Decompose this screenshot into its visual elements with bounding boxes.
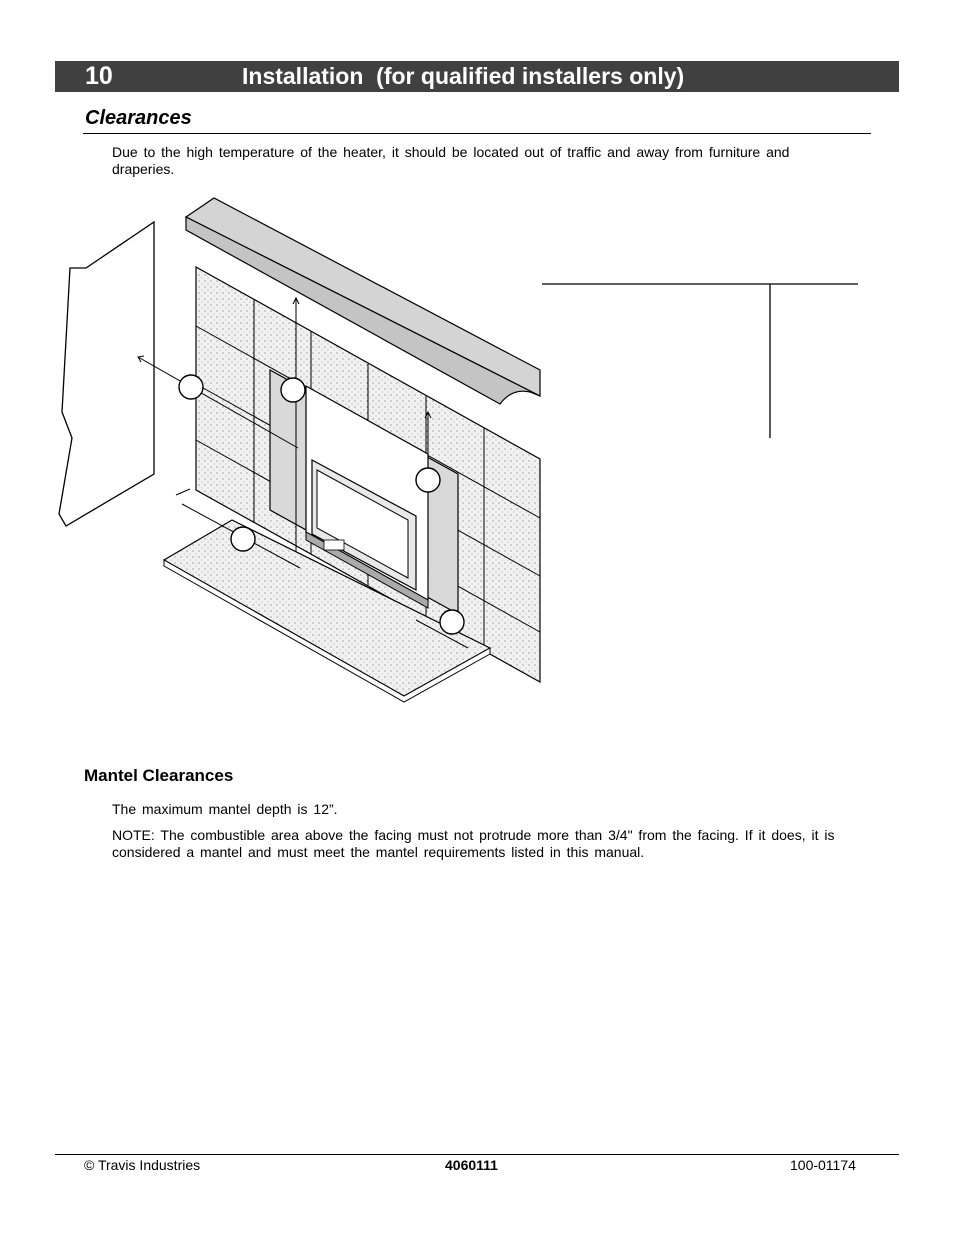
footer-doc-number: 4060111 — [445, 1157, 498, 1173]
footer-copyright: © Travis Industries — [84, 1157, 201, 1173]
mantel-clearances-heading: Mantel Clearances — [84, 766, 234, 785]
chapter-title: Installation (for qualified installers only) — [242, 63, 685, 89]
mantel-max-depth: The maximum mantel depth is 12”. — [112, 801, 338, 817]
section-title: Clearances — [85, 107, 192, 129]
footer-divider — [55, 1154, 899, 1155]
page-number: 10 — [85, 62, 113, 90]
page-header-bar — [55, 61, 899, 92]
side-wall — [59, 222, 154, 526]
section-divider — [83, 133, 871, 134]
footer-part-number: 100-01174 — [790, 1157, 856, 1173]
callout-table-lines — [542, 284, 858, 438]
intro-paragraph: Due to the high temperature of the heater, it should be located out of traffic and away from furniture and draperies. — [112, 144, 790, 177]
mantel-note: NOTE: The combustible area above the facing must not protrude more than 3/4" from the facing. If it does, it is considered a mantel and must meet the mantel requirements listed in this manual. — [112, 827, 835, 860]
clearance-diagram — [54, 190, 864, 710]
